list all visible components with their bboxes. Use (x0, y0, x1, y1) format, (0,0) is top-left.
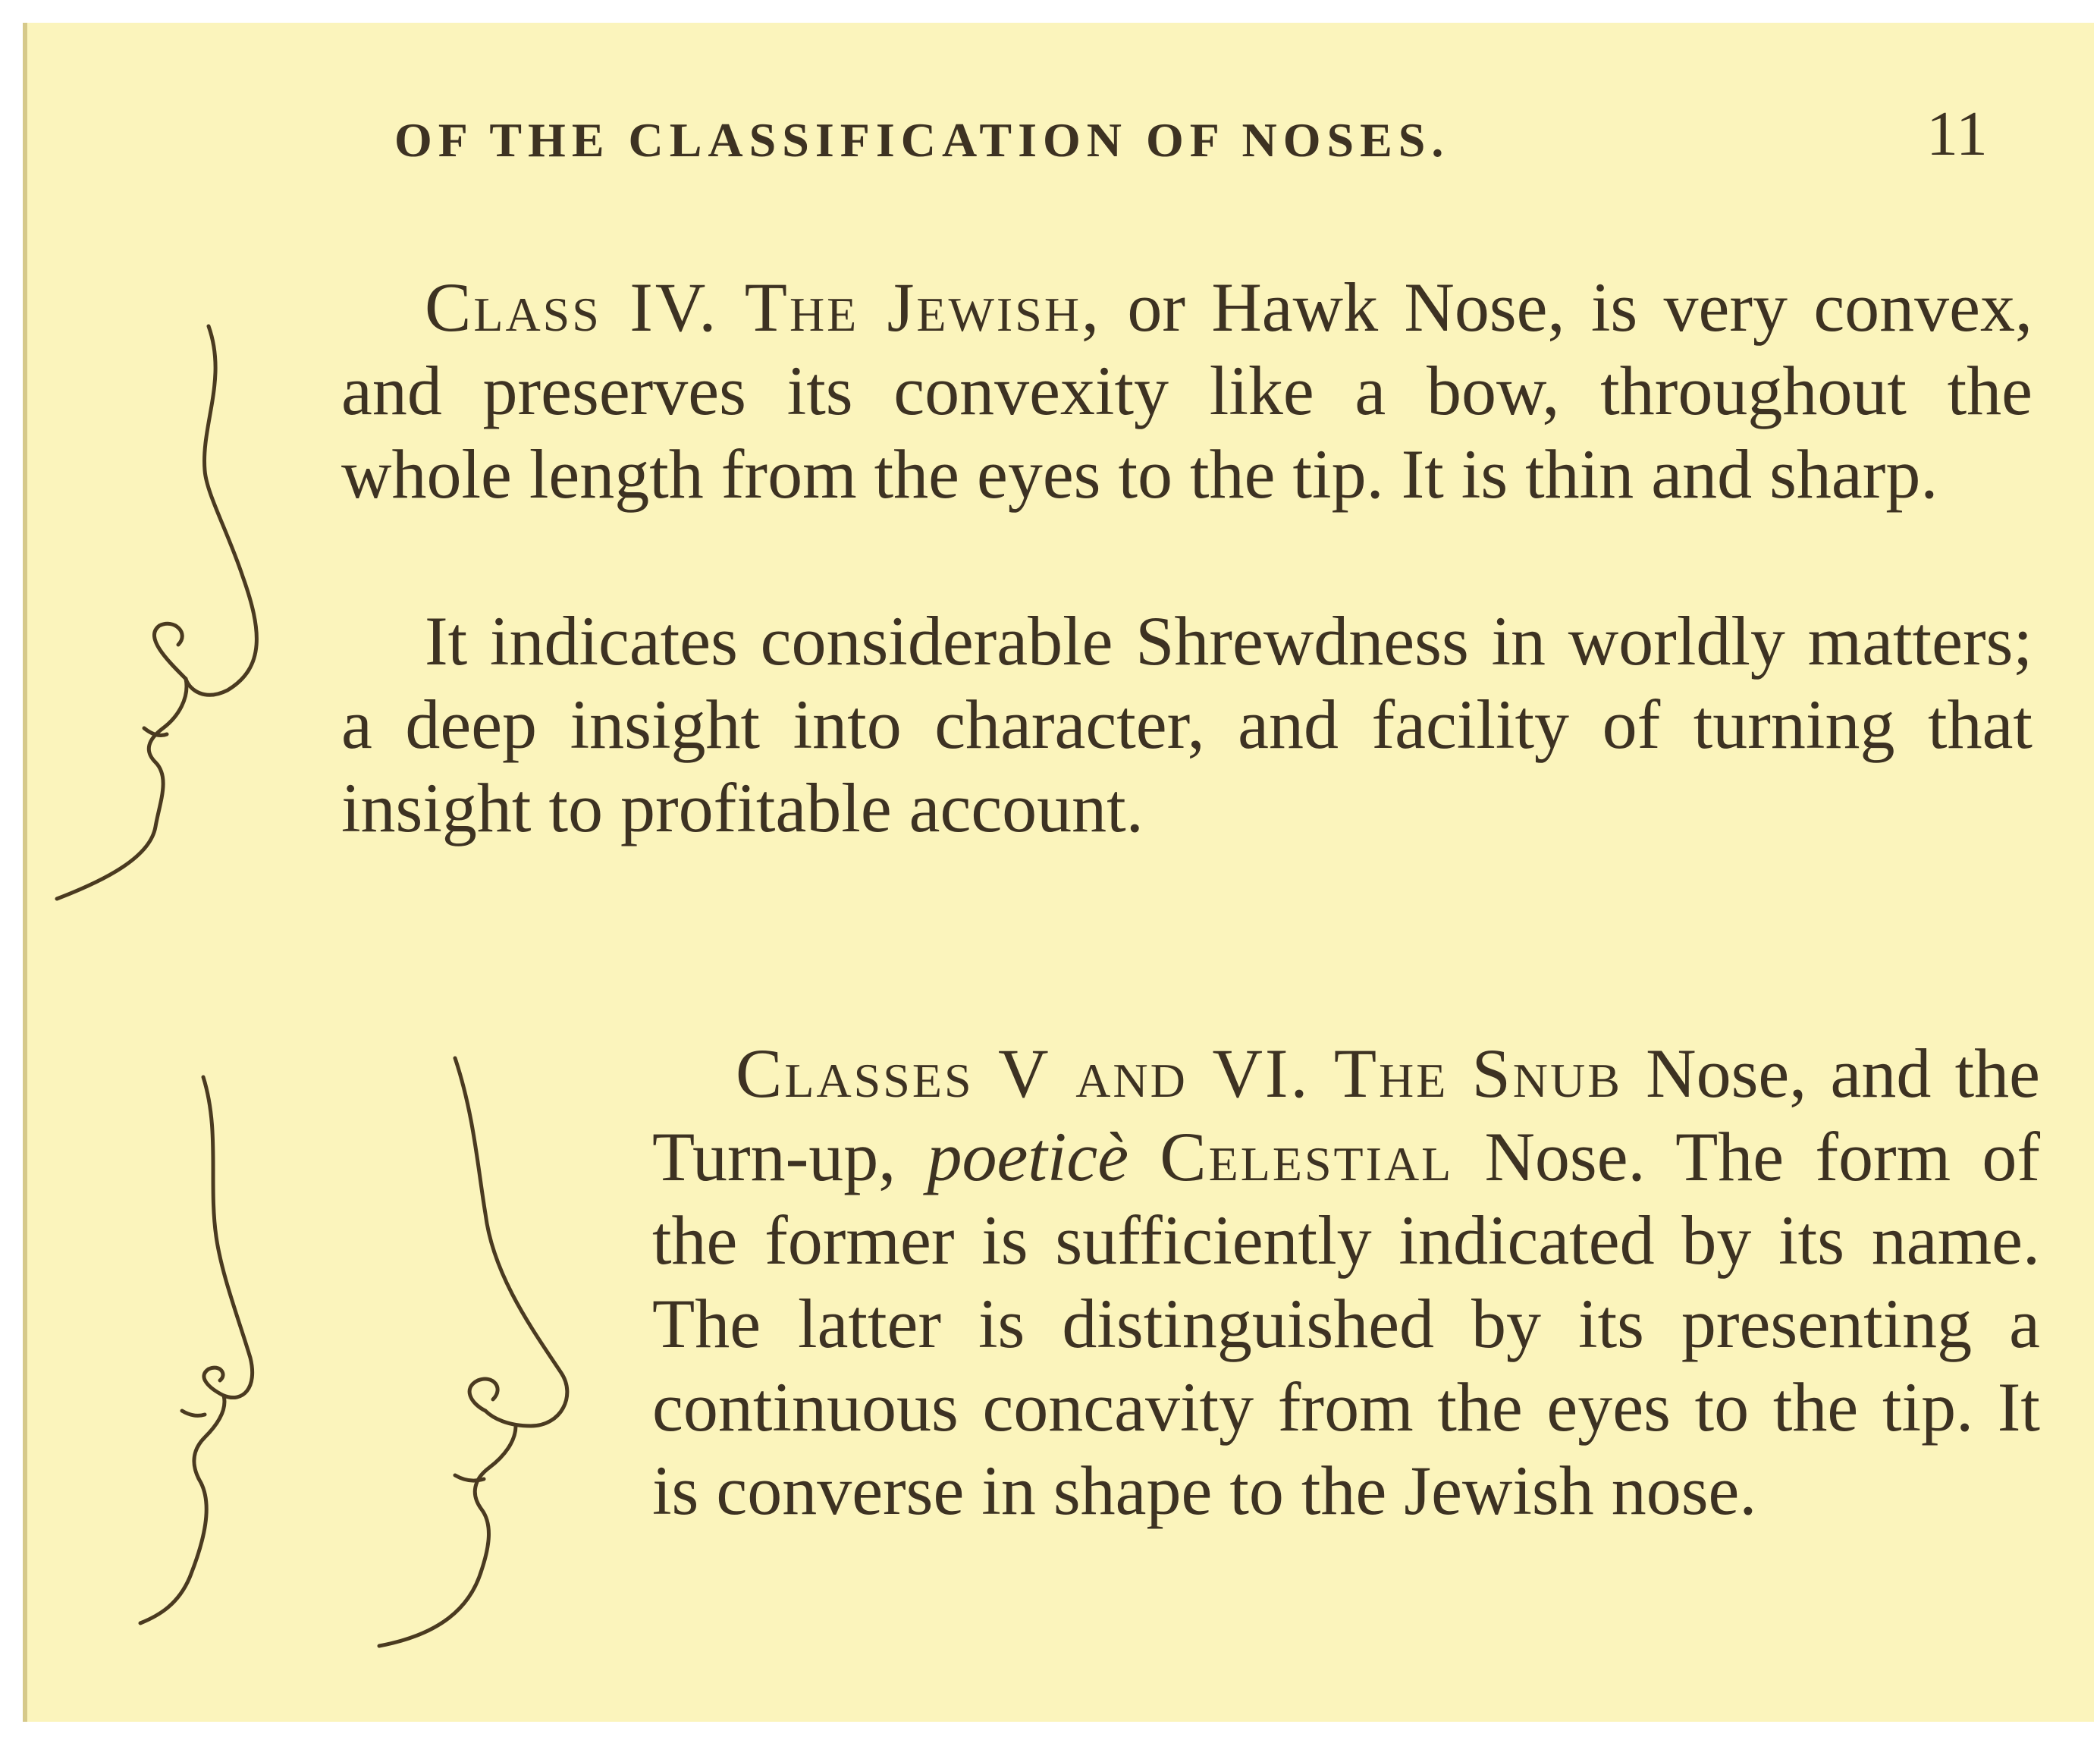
celestial-label: Celestial (1160, 1118, 1454, 1195)
poetice-word: poeticè (927, 1118, 1129, 1195)
class-iv-name: The Jewish, (744, 269, 1102, 346)
classes-v-vi-label: Classes V and VI. (736, 1035, 1311, 1112)
classes-v-vi-text-1: Nose, and the Turn-up, (652, 1035, 2040, 1195)
class-iv-description: or Hawk Nose, is very convex, and preserves its convexity like a bow, throughout the whole length from the eyes to the tip. It is thin and sharp. (341, 269, 2033, 513)
running-head: OF THE CLASSIFICATION OF NOSES. (394, 113, 1450, 167)
hawk-nose-profile-icon (57, 326, 256, 899)
page-number: 11 (1926, 99, 1988, 169)
classes-v-vi-the: The (1333, 1035, 1449, 1112)
class-iv-label: Class IV. (425, 269, 719, 346)
turn-up-nose-profile-icon (379, 1058, 567, 1646)
snub-nose-profile-icon (140, 1077, 253, 1623)
snub-label: Snub (1471, 1035, 1622, 1112)
class-iv-indication: It indicates considerable Shrewdness in worldly matters; a deep insight into character, and facility of turning that insight to profitable account. (341, 602, 2033, 846)
classes-v-vi-text-2: Nose. The form of the former is sufficiently indicated by its name. The latter is distinguished by its presenting a continuous concavity from the eyes to the tip. It is converse in shape to the Jewish nose. (652, 1118, 2041, 1529)
